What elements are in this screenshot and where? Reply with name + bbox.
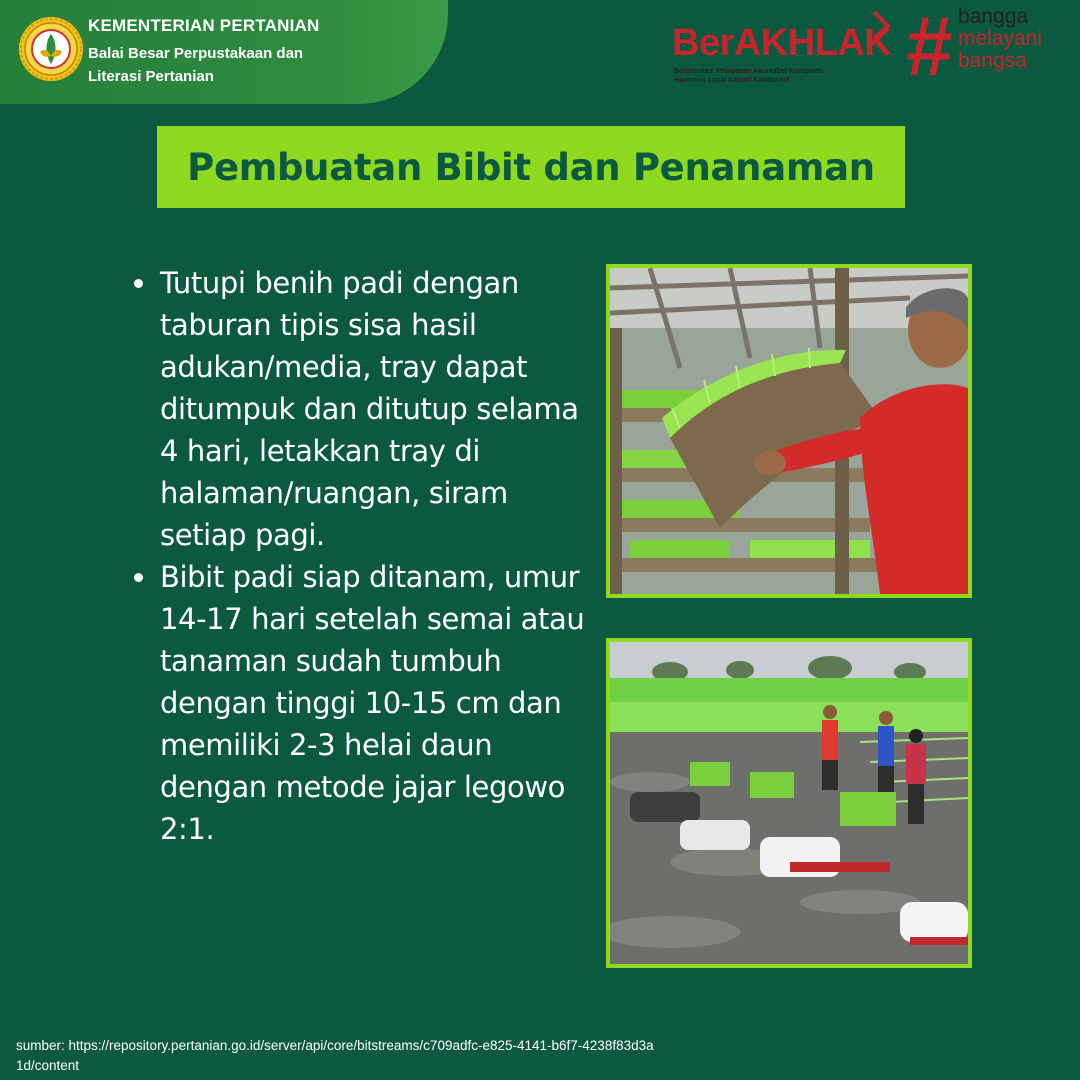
bullet-item	[130, 262, 590, 556]
bullet-text: Tutupi benih padi dengan taburan tipis sisa hasil adukan/media, tray dapat ditumpuk dan ditutup selama 4 hari, letakkan tray di halaman/ruangan, siram setiap pagi.	[160, 266, 579, 552]
berakhlak-wordmark: BerAKHLAK	[672, 22, 892, 64]
bullet-text: Bibit padi siap ditanam, umur 14-17 hari setelah semai atau tanaman sudah tumbuh dengan tinggi 10-15 cm dan memiliki 2-3 helai daun dengan metode jajar legowo 2:1.	[160, 560, 585, 846]
berakhlak-logo	[670, 10, 900, 88]
bangga-word-3: bangsa	[958, 49, 1027, 72]
bullet-item	[130, 556, 590, 850]
bullet-list	[130, 262, 590, 850]
photo-seedling-tray	[606, 264, 972, 598]
berakhlak-tagline-line1: Berorientasi Pelayanan Akuntabel Kompeten	[674, 66, 823, 75]
bangga-melayani-bangsa-logo	[906, 0, 1076, 93]
berakhlak-tagline-line2: Harmonis Loyal Adaptif Kolaboratif	[674, 75, 790, 84]
header-banner	[0, 0, 448, 104]
photo-rice-transplanting	[606, 638, 972, 968]
hashtag-icon: #	[906, 0, 953, 93]
bangga-word-2: melayani	[958, 27, 1043, 50]
title-bar	[157, 126, 905, 208]
seedling-tray-illustration	[610, 268, 968, 594]
source-citation: sumber: https://repository.pertanian.go.id/server/api/core/bitstreams/c709adfc-e825-4141-b6f7-4238f83d3a1d/content	[16, 1038, 654, 1073]
ministry-name: KEMENTERIAN PERTANIAN	[88, 16, 320, 35]
bangga-words	[958, 6, 1042, 72]
bangga-word-1: bangga	[958, 5, 1029, 28]
ministry-emblem-icon	[18, 16, 84, 82]
ministry-text-block	[88, 16, 358, 88]
rice-transplanting-illustration	[610, 642, 968, 964]
berakhlak-tagline	[674, 66, 900, 84]
ministry-unit-name: Balai Besar Perpustakaan dan Literasi Pertanian	[88, 45, 304, 85]
page-title: Pembuatan Bibit dan Penanaman	[187, 145, 875, 189]
